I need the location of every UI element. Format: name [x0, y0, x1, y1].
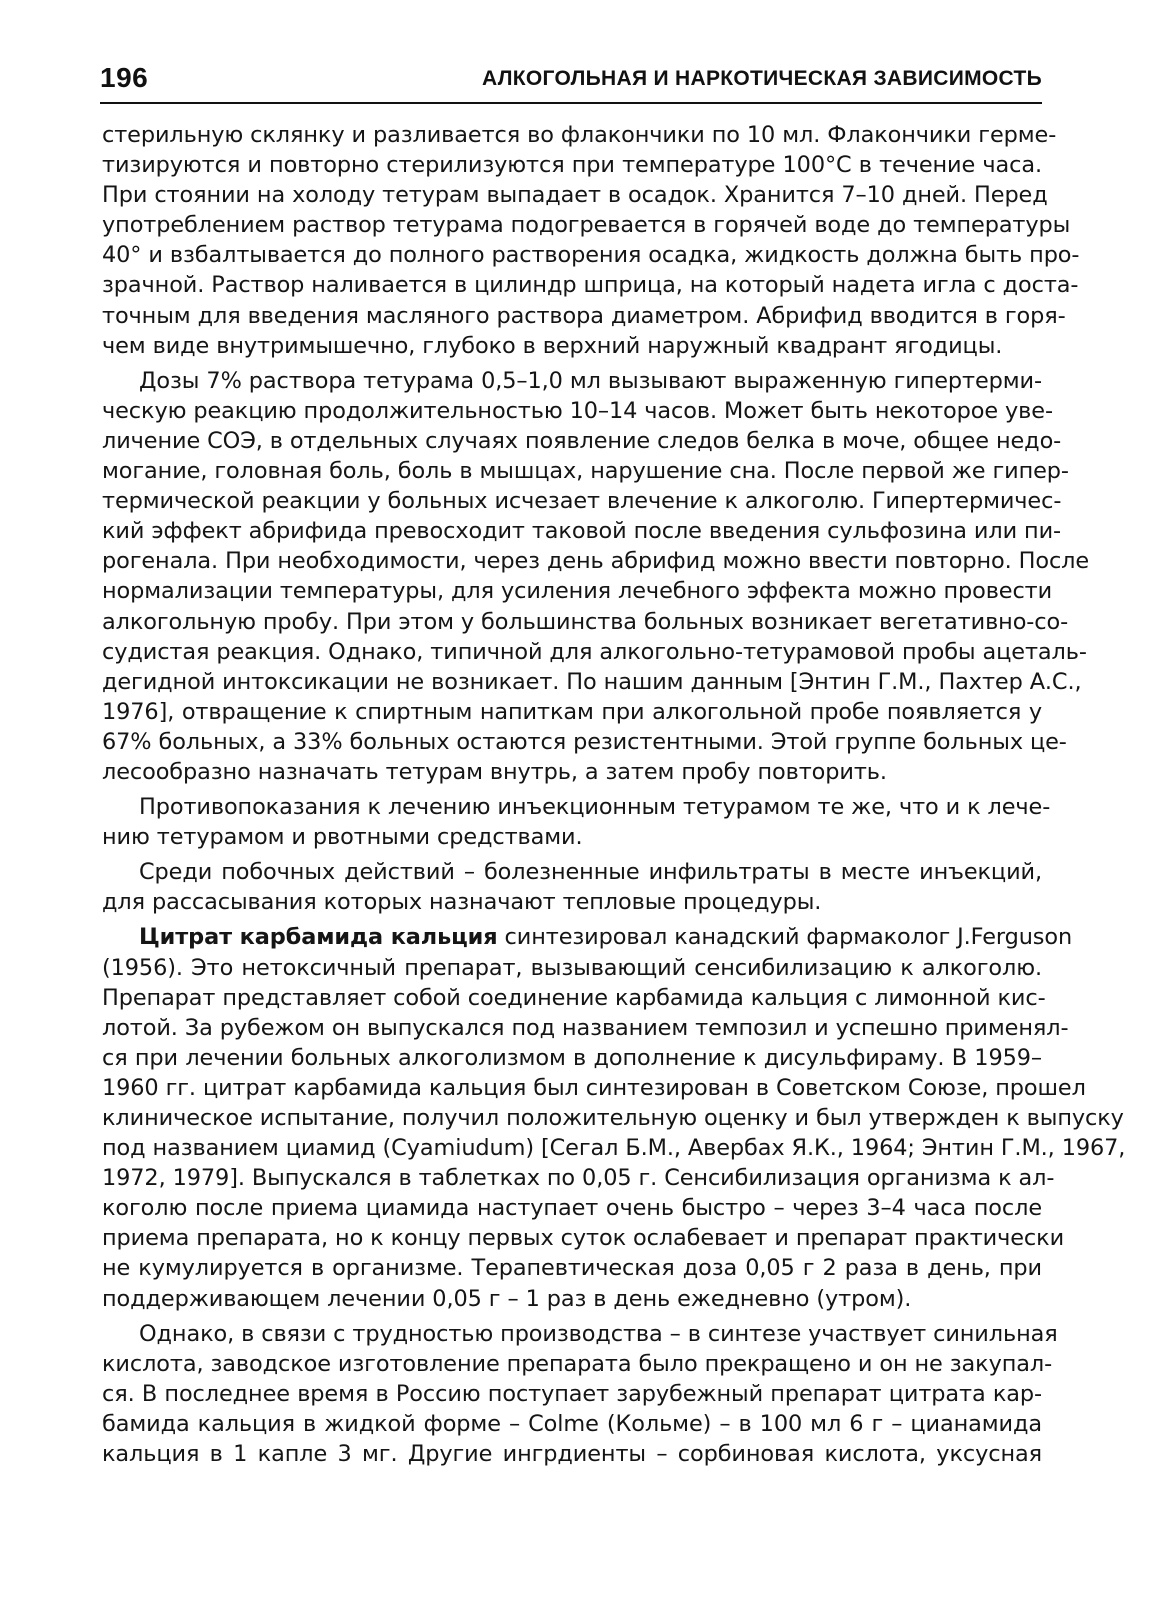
text-run: синтезировал канадский фармаколог J.Ferguson	[497, 924, 1073, 951]
text-line: Дозы 7% раствора тетурама 0,5–1,0 мл вызывают выраженную гипертерми-	[139, 367, 1042, 394]
text-line: 67% больных, а 33% больных остаются резистентными. Этой группе больных це-	[102, 728, 1067, 755]
text-line: При стоянии на холоду тетурам выпадает в осадок. Хранится 7–10 дней. Перед	[102, 182, 1048, 209]
paragraph	[102, 792, 1051, 852]
text-line: Среди побочных действий – болезненные инфильтраты в месте инъекций,	[139, 859, 1042, 886]
text-line: кислота, заводское изготовление препарата было прекращено и он не закупал-	[102, 1350, 1053, 1377]
text-line: 1960 гг. цитрат карбамида кальция был синтезирован в Советском Союзе, прошел	[102, 1074, 1086, 1101]
text-line: бамида кальция в жидкой форме – Colme (Кольме) – в 100 мл 6 г – цианамида	[102, 1410, 1042, 1437]
text-line: клиническое испытание, получил положительную оценку и был утвержден к выпуску	[102, 1105, 1124, 1131]
text-line: судистая реакция. Однако, типичной для алкогольно-тетурамовой пробы ацеталь-	[102, 638, 1087, 665]
text-line: ся. В последнее время в Россию поступает зарубежный препарат цитрата кар-	[102, 1380, 1042, 1407]
text-line: тизируются и повторно стерилизуются при температуре 100°С в течение часа.	[102, 152, 1042, 179]
text-line: могание, головная боль, боль в мышцах, нарушение сна. После первой же гипер-	[102, 458, 1069, 485]
page-number: 196	[100, 62, 149, 93]
text-line: ческую реакцию продолжительностью 10–14 часов. Может быть некоторое уве-	[102, 397, 1053, 424]
text-line: Препарат представляет собой соединение карбамида кальция с лимонной кис-	[102, 984, 1046, 1011]
page-header	[100, 58, 1042, 104]
text-line: коголю после приема циамида наступает очень быстро – через 3–4 часа после	[102, 1195, 1042, 1222]
text-line: алкогольную пробу. При этом у большинства больных возникает вегетативно-со-	[102, 608, 1069, 635]
text-line: 1972, 1979]. Выпускался в таблетках по 0,05 г. Сенсибилизация организма к ал-	[102, 1165, 1055, 1192]
text-line: (1956). Это нетоксичный препарат, вызывающий сенсибилизацию к алкоголю.	[102, 954, 1042, 981]
paragraph	[102, 366, 1090, 787]
text-line: чем виде внутримышечно, глубоко в верхний наружный квадрант ягодицы.	[102, 332, 1003, 359]
text-line: Противопоказания к лечению инъекционным тетурамом те же, что и к лече-	[139, 794, 1051, 821]
text-line: для рассасывания которых назначают тепловые процедуры.	[102, 889, 822, 916]
text-line: кальция в 1 капле 3 мг. Другие ингрдиенты – сорбиновая кислота, уксусная	[102, 1441, 1042, 1468]
text-line: не кумулируется в организме. Терапевтическая доза 0,05 г 2 раза в день, при	[102, 1255, 1042, 1282]
text-line: лотой. За рубежом он выпускался под названием темпозил и успешно применял-	[102, 1014, 1069, 1041]
text-line: нию тетурамом и рвотными средствами.	[102, 824, 583, 851]
text-line: точным для введения масляного раствора диаметром. Абрифид вводится в горя-	[102, 302, 1066, 329]
text-line: употреблением раствор тетурама подогревается в горячей воде до температуры	[102, 212, 1071, 239]
text-line: под названием циамид (Cyamiudum) [Сегал Б.М., Авербах Я.К., 1964; Энтин Г.М., 1967,	[102, 1135, 1126, 1162]
text-line: приема препарата, но к концу первых суток ослабевает и препарат практически	[102, 1225, 1065, 1252]
body-text	[102, 120, 1126, 1469]
paragraph	[102, 1319, 1058, 1469]
text-line: 40° и взбалтывается до полного растворения осадка, жидкость должна быть про-	[102, 242, 1080, 269]
paragraph	[102, 120, 1080, 361]
paragraph	[102, 857, 1042, 917]
text-line: личение СОЭ, в отдельных случаях появление следов белка в моче, общее недо-	[102, 427, 1062, 454]
text-line: стерильную склянку и разливается во флакончики по 10 мл. Флакончики герме-	[102, 122, 1057, 148]
running-head: АЛКОГОЛЬНАЯ И НАРКОТИЧЕСКАЯ ЗАВИСИМОСТЬ	[482, 67, 1042, 90]
paragraph	[102, 922, 1126, 1313]
bold-term: Цитрат карбамида кальция	[139, 924, 498, 951]
text-line: рогенала. При необходимости, через день абрифид можно ввести повторно. После	[102, 548, 1090, 575]
text-line	[102, 922, 1073, 952]
text-line: Однако, в связи с трудностью производства – в синтезе участвует синильная	[139, 1320, 1058, 1347]
text-line: нормализации температуры, для усиления лечебного эффекта можно провести	[102, 578, 1053, 605]
text-line: 1976], отвращение к спиртным напиткам при алкогольной пробе появляется у	[102, 698, 1042, 725]
text-line: поддерживающем лечении 0,05 г – 1 раз в день ежедневно (утром).	[102, 1285, 912, 1312]
text-line: кий эффект абрифида превосходит таковой после введения сульфозина или пи-	[102, 518, 1062, 545]
text-line: ся при лечении больных алкоголизмом в дополнение к дисульфираму. В 1959–	[102, 1044, 1042, 1071]
text-line: зрачной. Раствор наливается в цилиндр шприца, на который надета игла с доста-	[102, 272, 1079, 299]
text-line: лесообразно назначать тетурам внутрь, а затем пробу повторить.	[102, 758, 887, 785]
text-line: дегидной интоксикации не возникает. По нашим данным [Энтин Г.М., Пахтер А.С.,	[102, 668, 1082, 695]
text-line: термической реакции у больных исчезает влечение к алкоголю. Гипертермичес-	[102, 488, 1062, 515]
